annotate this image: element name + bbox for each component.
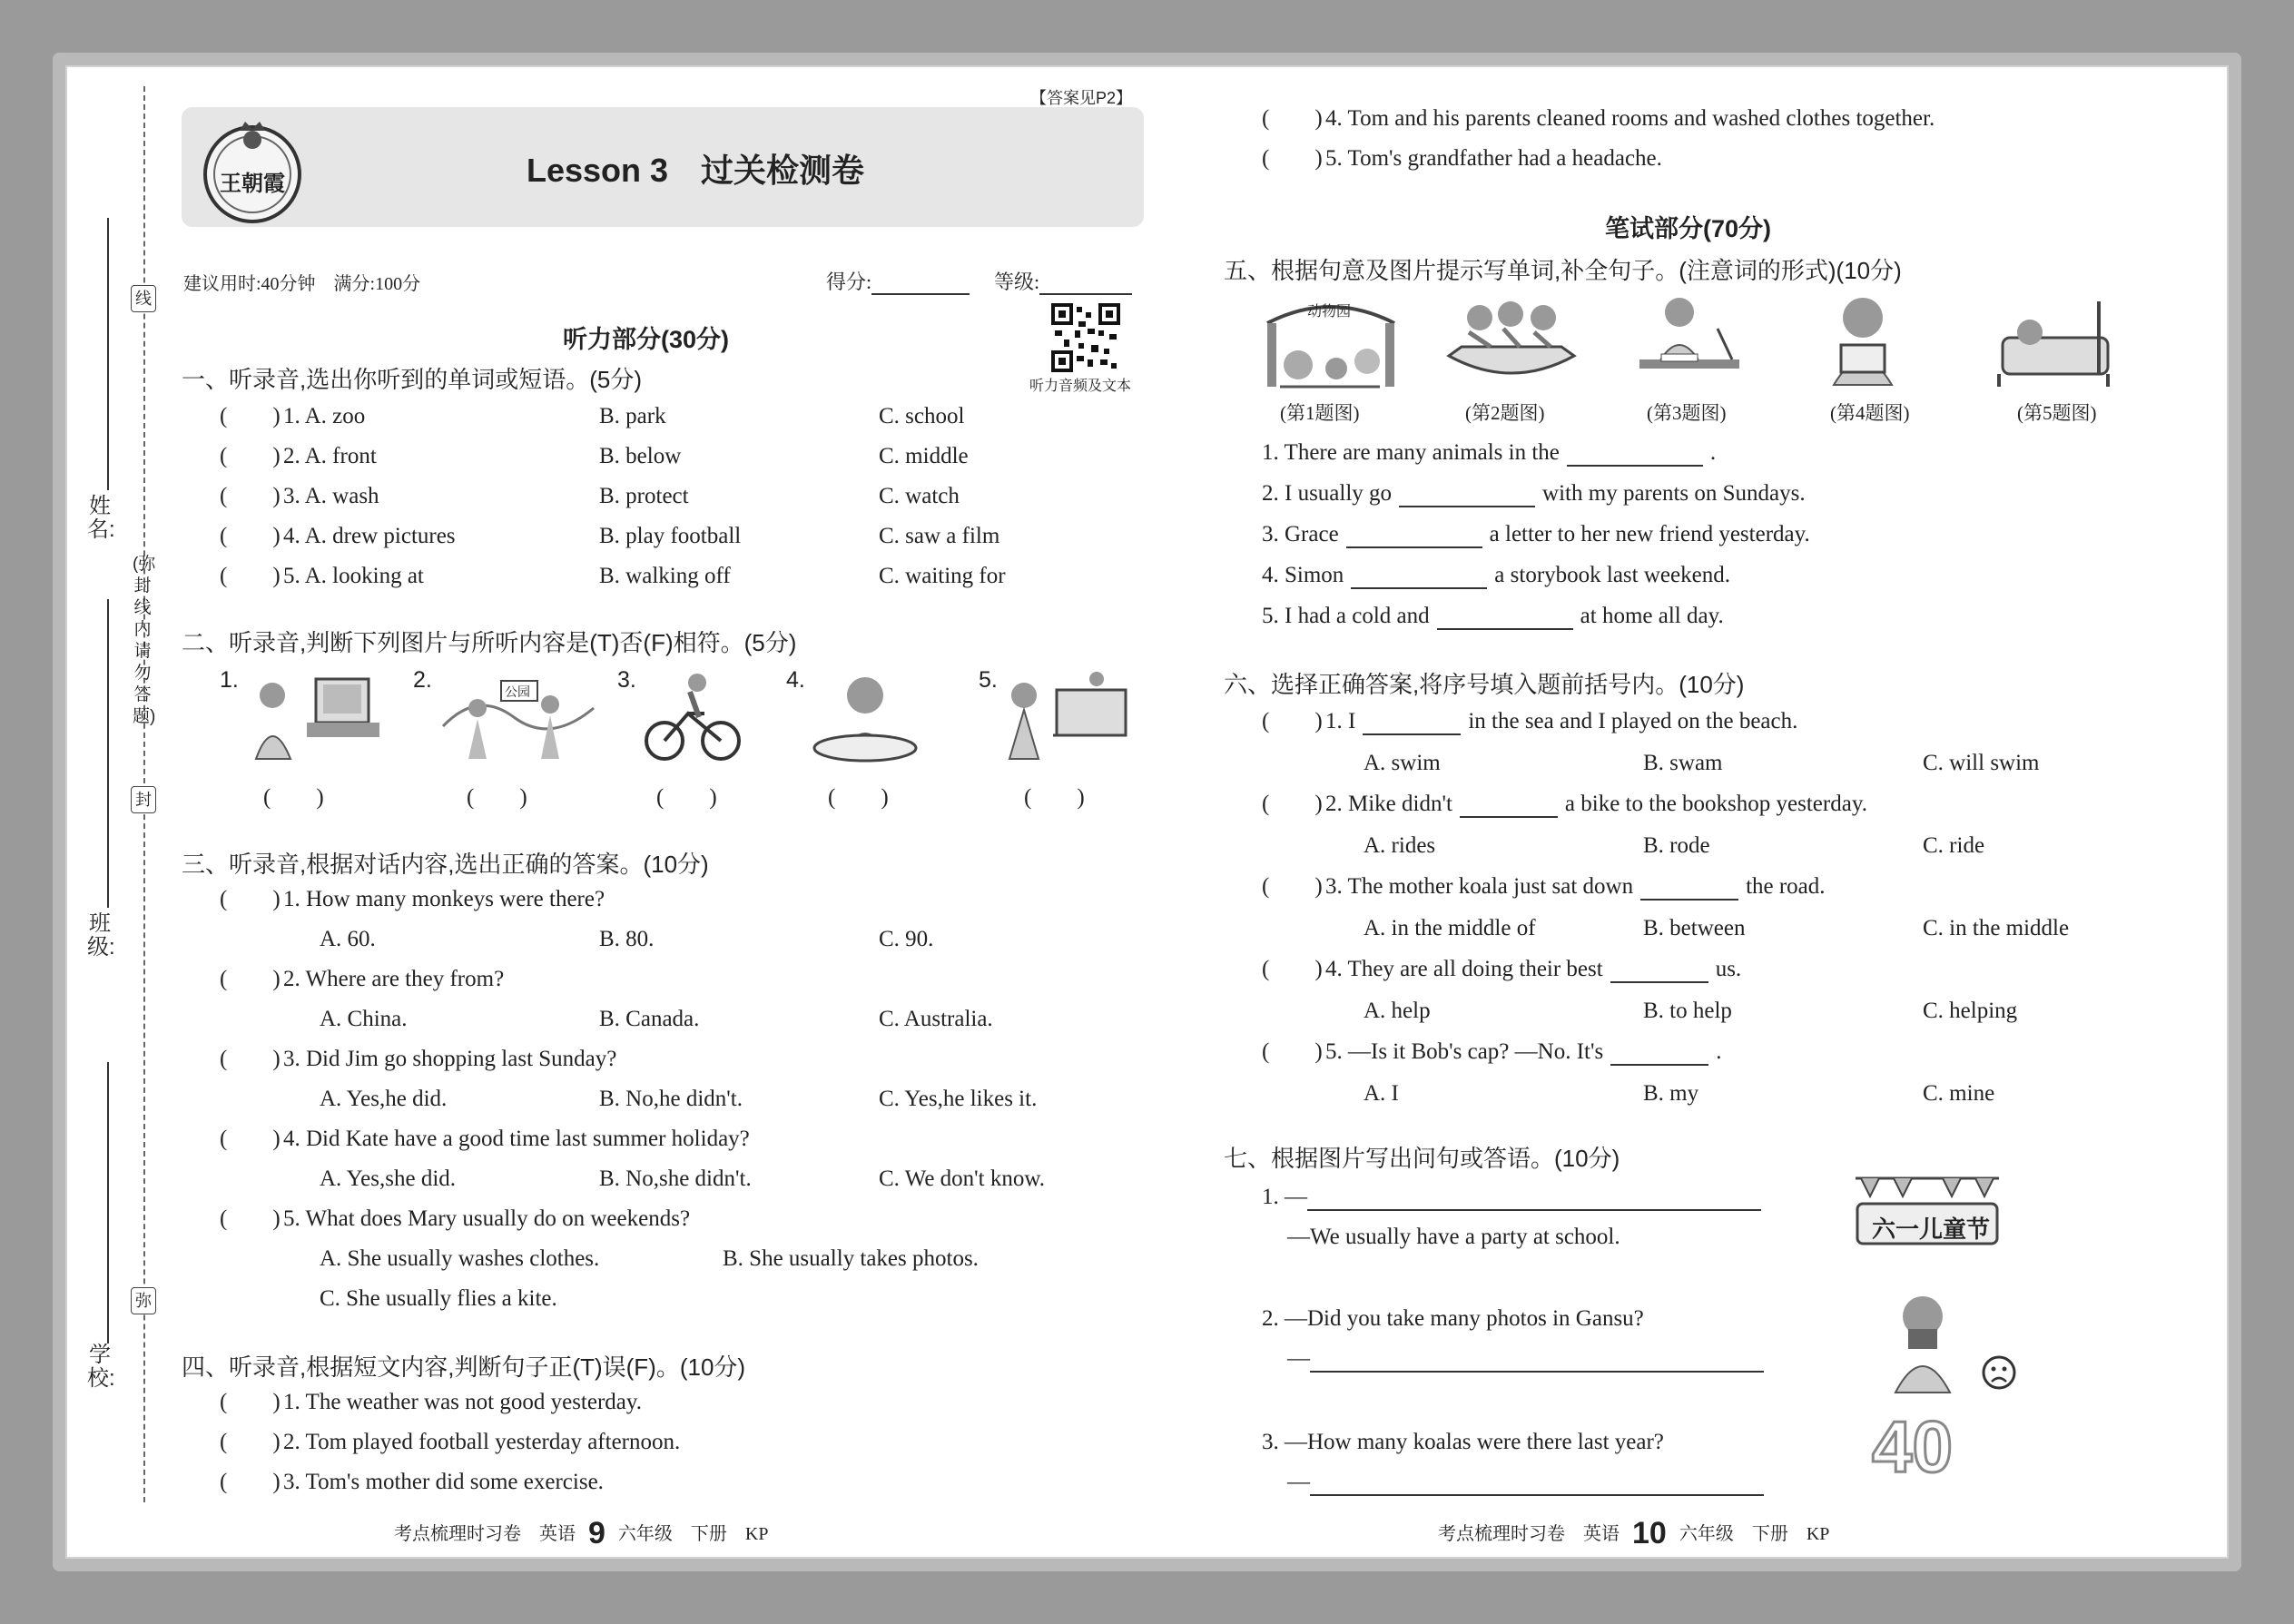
s5-sentence-start: 1. There are many animals in the: [1262, 440, 1560, 465]
s2-answer-5[interactable]: ( ): [1024, 785, 1085, 810]
s6-option-c: C. in the middle: [1923, 916, 2070, 940]
s6-option-c: C. mine: [1923, 1081, 1995, 1106]
s5-caption-4: (第4题图): [1830, 402, 1910, 424]
s3-option-c: C. 90.: [879, 927, 934, 951]
s1-answer-paren[interactable]: ( ): [220, 564, 281, 588]
s1-option-a: 3. A. wash: [283, 484, 379, 508]
s6-question: [1325, 873, 1826, 901]
s4-statement: 3. Tom's mother did some exercise.: [283, 1470, 604, 1494]
qr-code-icon: [1051, 303, 1120, 372]
seal-line-feng: 封: [131, 786, 156, 813]
s3-option-b: B. 80.: [599, 927, 655, 951]
right-footer-pre: 考点梳理时习卷 英语: [1438, 1524, 1620, 1544]
school-underline: [107, 1062, 109, 1343]
s6-answer-paren[interactable]: ( ): [1262, 1039, 1323, 1064]
s5-sentence: [1262, 480, 1806, 507]
s7-q1-blank[interactable]: [1307, 1189, 1761, 1211]
suggest-time: 建议用时:40分钟 满分:100分: [183, 274, 421, 294]
s2-answer-3[interactable]: ( ): [656, 785, 717, 810]
s1-answer-paren[interactable]: ( ): [220, 484, 281, 508]
s1-option-b: B. below: [599, 444, 682, 468]
s3-option-a: A. 60.: [320, 927, 376, 951]
right-page-number: 10: [1632, 1516, 1667, 1550]
s2-num-5: 5.: [979, 667, 998, 693]
s5-picture-3: [1634, 292, 1743, 389]
s7-q2-blank[interactable]: [1310, 1351, 1764, 1373]
s5-caption-1: (第1题图): [1280, 402, 1360, 424]
s4-statement: 5. Tom's grandfather had a headache.: [1325, 146, 1662, 171]
s6-answer-paren[interactable]: ( ): [1262, 957, 1323, 981]
s6-option-a: A. swim: [1364, 751, 1441, 775]
section7-title: 七、根据图片写出问句或答语。(10分): [1224, 1145, 1620, 1172]
s6-option-b: B. swam: [1643, 751, 1723, 775]
s7-q2: 2. —Did you take many photos in Gansu?: [1262, 1306, 1644, 1331]
s1-option-a: 5. A. looking at: [283, 564, 424, 588]
s6-option-b: B. rode: [1643, 833, 1710, 858]
s1-option-b: B. play football: [599, 524, 742, 548]
s2-num-4: 4.: [786, 667, 805, 693]
s5-answer-blank[interactable]: [1399, 486, 1535, 507]
s7-q2-dash: —: [1287, 1346, 1310, 1371]
s6-question-end: in the sea and I played on the beach.: [1468, 709, 1798, 733]
s1-option-c: C. saw a film: [879, 524, 1000, 548]
section2-title: 二、听录音,判断下列图片与所听内容是(T)否(F)相符。(5分): [182, 629, 797, 656]
s3-option-a: A. Yes,she did.: [320, 1166, 457, 1191]
s7-q1-answer: —We usually have a party at school.: [1287, 1225, 1620, 1249]
section1-title: 一、听录音,选出你听到的单词或短语。(5分): [182, 366, 643, 393]
s5-picture-4: [1816, 290, 1910, 389]
s6-question: [1325, 956, 1741, 983]
photographer-girl-picture: [1881, 1289, 2017, 1394]
s6-question-blank: [1363, 714, 1461, 735]
right-footer-post: 六年级 下册 KP: [1679, 1524, 1830, 1544]
class-label: 班级:: [87, 911, 115, 960]
written-header: 笔试部分(70分): [1605, 215, 1772, 242]
s2-answer-1[interactable]: ( ): [263, 785, 324, 810]
s2-picture-4: [811, 672, 920, 763]
listening-header: 听力部分(30分): [563, 326, 730, 353]
s3-answer-paren[interactable]: ( ): [220, 1047, 281, 1071]
s1-option-b: B. park: [599, 404, 666, 428]
s5-sentence: [1262, 562, 1730, 589]
section3-title: 三、听录音,根据对话内容,选出正确的答案。(10分): [182, 851, 709, 878]
s5-sentence-start: 4. Simon: [1262, 563, 1344, 587]
s3-option-c: C. Australia.: [879, 1007, 993, 1031]
s1-option-a: 1. A. zoo: [283, 404, 366, 428]
class-underline: [107, 599, 109, 908]
s3-option-c: C. Yes,he likes it.: [879, 1087, 1038, 1111]
s6-question-end: a bike to the bookshop yesterday.: [1564, 792, 1867, 816]
s6-question: [1325, 1038, 1721, 1066]
grade-blank[interactable]: [1039, 273, 1132, 295]
s3-option-b: B. She usually takes photos.: [723, 1246, 979, 1271]
s2-num-2: 2.: [413, 667, 432, 693]
left-footer-post: 六年级 下册 KP: [617, 1524, 769, 1544]
publisher-logo: [198, 118, 307, 225]
s6-question-end: the road.: [1746, 874, 1826, 899]
s5-picture-5: [1994, 292, 2113, 389]
s6-option-a: A. in the middle of: [1364, 916, 1536, 940]
s1-option-c: C. middle: [879, 444, 969, 468]
s6-question-blank: [1610, 961, 1708, 983]
s3-option-a: A. China.: [320, 1007, 408, 1031]
s5-sentence-end: a storybook last weekend.: [1494, 563, 1730, 587]
s6-question-start: 5. —Is it Bob's cap? —No. It's: [1325, 1039, 1604, 1064]
s6-answer-paren[interactable]: ( ): [1262, 792, 1323, 816]
s6-option-a: A. rides: [1364, 833, 1436, 858]
banner-text: 六一儿童节: [1872, 1216, 1991, 1243]
s5-sentence-start: 3. Grace: [1262, 522, 1339, 546]
s6-option-c: C. helping: [1923, 999, 2018, 1023]
s6-question-end: us.: [1715, 957, 1742, 981]
s3-question: 1. How many monkeys were there?: [283, 887, 605, 911]
s1-option-a: 2. A. front: [283, 444, 377, 468]
s6-question-start: 1. I: [1325, 709, 1356, 733]
left-page-number: 9: [588, 1516, 605, 1550]
s1-option-c: C. school: [879, 404, 965, 428]
qr-caption: 听力音频及文本: [1029, 379, 1132, 394]
s3-answer-paren[interactable]: ( ): [220, 1127, 281, 1151]
s6-answer-paren[interactable]: ( ): [1262, 874, 1323, 899]
s5-sentence-start: 5. I had a cold and: [1262, 604, 1430, 628]
s5-answer-blank[interactable]: [1346, 527, 1482, 548]
s3-option-a: A. She usually washes clothes.: [320, 1246, 600, 1271]
school-label: 学校:: [87, 1343, 115, 1391]
s4-answer-paren[interactable]: ( ): [220, 1390, 281, 1414]
score-label: 得分:: [826, 271, 872, 293]
s1-answer-paren[interactable]: ( ): [220, 444, 281, 468]
koala-count-number: 40: [1872, 1406, 1953, 1487]
name-label: 姓名:: [87, 494, 115, 542]
s6-question-start: 2. Mike didn't: [1325, 792, 1452, 816]
s7-q3: 3. —How many koalas were there last year?: [1262, 1430, 1664, 1454]
s6-question-end: .: [1716, 1039, 1722, 1064]
s6-answer-paren[interactable]: ( ): [1262, 709, 1323, 733]
s7-q1: [1262, 1184, 1761, 1211]
s6-question-blank: [1610, 1044, 1708, 1066]
name-underline: [107, 218, 109, 490]
s4-statement: 2. Tom played football yesterday afternoon.: [283, 1430, 681, 1454]
s3-option-b: B. No,he didn't.: [599, 1087, 743, 1111]
s2-picture-3: [645, 672, 741, 763]
s4-answer-paren[interactable]: ( ): [1262, 146, 1323, 171]
zoo-sign: 动物园: [1307, 304, 1352, 320]
page-title: Lesson 3 过关检测卷: [527, 152, 865, 189]
s3-question: 4. Did Kate have a good time last summer holiday?: [283, 1127, 750, 1151]
s1-option-b: B. walking off: [599, 564, 731, 588]
s5-sentence: [1262, 603, 1724, 630]
s1-answer-paren[interactable]: ( ): [220, 524, 281, 548]
s3-option-b: B. Canada.: [599, 1007, 700, 1031]
s6-question-start: 3. The mother koala just sat down: [1325, 874, 1634, 899]
s1-option-c: C. waiting for: [879, 564, 1006, 588]
s5-picture-2: [1443, 290, 1580, 389]
s3-question: 5. What does Mary usually do on weekends?: [283, 1206, 691, 1231]
s7-q3-answer-line: [1287, 1469, 1764, 1496]
s6-option-b: B. between: [1643, 916, 1746, 940]
s2-picture-5: [1002, 672, 1129, 763]
qr-code[interactable]: [1051, 303, 1120, 372]
s4-answer-paren[interactable]: ( ): [220, 1430, 281, 1454]
s7-q3-dash: —: [1287, 1470, 1310, 1494]
s1-option-c: C. watch: [879, 484, 960, 508]
s6-option-a: A. help: [1364, 999, 1431, 1023]
s5-sentence-start: 2. I usually go: [1262, 481, 1393, 506]
s4-answer-paren[interactable]: ( ): [1262, 106, 1323, 131]
section6-title: 六、选择正确答案,将序号填入题前括号内。(10分): [1224, 671, 1745, 698]
s5-sentence-end: at home all day.: [1580, 604, 1724, 628]
s1-option-b: B. protect: [599, 484, 689, 508]
park-sign: 公园: [505, 686, 530, 700]
s4-statement: 4. Tom and his parents cleaned rooms and washed clothes together.: [1325, 106, 1935, 131]
s5-answer-blank[interactable]: [1437, 608, 1573, 630]
seal-line-xian: 线: [131, 285, 156, 312]
right-footer: [1438, 1516, 1829, 1551]
section5-title: 五、根据句意及图片提示写单词,补全句子。(注意词的形式)(10分): [1224, 257, 1902, 284]
s3-option-c: C. She usually flies a kite.: [320, 1286, 557, 1311]
s2-answer-4[interactable]: ( ): [828, 785, 889, 810]
childrens-day-banner-picture: [1852, 1171, 2003, 1255]
s3-question: 2. Where are they from?: [283, 967, 505, 991]
s2-num-1: 1.: [220, 667, 239, 693]
seal-line-mi: 弥: [131, 1287, 156, 1314]
s6-option-b: B. my: [1643, 1081, 1699, 1106]
s5-caption-2: (第2题图): [1465, 402, 1545, 424]
s3-question: 3. Did Jim go shopping last Sunday?: [283, 1047, 617, 1071]
left-footer: [394, 1516, 769, 1551]
s3-answer-paren[interactable]: ( ): [220, 887, 281, 911]
grade-field: [994, 267, 1132, 295]
s4-statement: 1. The weather was not good yesterday.: [283, 1390, 643, 1414]
s2-num-3: 3.: [617, 667, 636, 693]
s5-caption-3: (第3题图): [1647, 402, 1727, 424]
section4-title: 四、听录音,根据短文内容,判断句子正(T)误(F)。(10分): [182, 1353, 746, 1381]
seal-note: (弥封线内请勿答题): [133, 555, 156, 726]
s6-option-a: A. I: [1364, 1081, 1399, 1106]
s3-answer-paren[interactable]: ( ): [220, 967, 281, 991]
s6-option-b: B. to help: [1643, 999, 1732, 1023]
s6-question-blank: [1460, 796, 1558, 818]
s2-picture-2: [441, 672, 596, 763]
answer-reference: 【答案见P2】: [1030, 89, 1133, 107]
s5-caption-5: (第5题图): [2017, 402, 2097, 424]
left-footer-pre: 考点梳理时习卷 英语: [394, 1524, 576, 1544]
s7-q2-answer-line: [1287, 1345, 1764, 1373]
s6-option-c: C. ride: [1923, 833, 1985, 858]
s1-answer-paren[interactable]: ( ): [220, 404, 281, 428]
s5-picture-1: [1262, 296, 1400, 390]
s2-answer-2[interactable]: ( ): [467, 785, 527, 810]
s6-question: [1325, 791, 1867, 818]
s6-option-c: C. will swim: [1923, 751, 2040, 775]
s6-question-start: 4. They are all doing their best: [1325, 957, 1603, 981]
s5-sentence: [1262, 439, 1716, 467]
grade-label: 等级:: [994, 271, 1040, 293]
logo-text: 王朝霞: [220, 170, 285, 196]
s6-question: [1325, 708, 1797, 735]
s7-q1-num: 1. —: [1262, 1185, 1307, 1209]
s1-option-a: 4. A. drew pictures: [283, 524, 456, 548]
s3-option-c: C. We don't know.: [879, 1166, 1046, 1191]
s5-sentence: [1262, 521, 1810, 548]
score-blank[interactable]: [871, 273, 970, 295]
s2-picture-1: [243, 672, 379, 763]
s3-option-b: B. No,she didn't.: [599, 1166, 752, 1191]
s5-sentence-end: with my parents on Sundays.: [1542, 481, 1806, 506]
s5-answer-blank[interactable]: [1351, 567, 1487, 589]
s7-q3-blank[interactable]: [1310, 1474, 1764, 1496]
s3-answer-paren[interactable]: ( ): [220, 1206, 281, 1231]
s3-option-a: A. Yes,he did.: [320, 1087, 448, 1111]
s5-sentence-end: .: [1709, 440, 1717, 465]
s4-answer-paren[interactable]: ( ): [220, 1470, 281, 1494]
s6-question-blank: [1640, 879, 1738, 901]
s5-answer-blank[interactable]: [1567, 445, 1703, 467]
s5-sentence-end: a letter to her new friend yesterday.: [1489, 522, 1810, 546]
score-field: [826, 267, 970, 295]
